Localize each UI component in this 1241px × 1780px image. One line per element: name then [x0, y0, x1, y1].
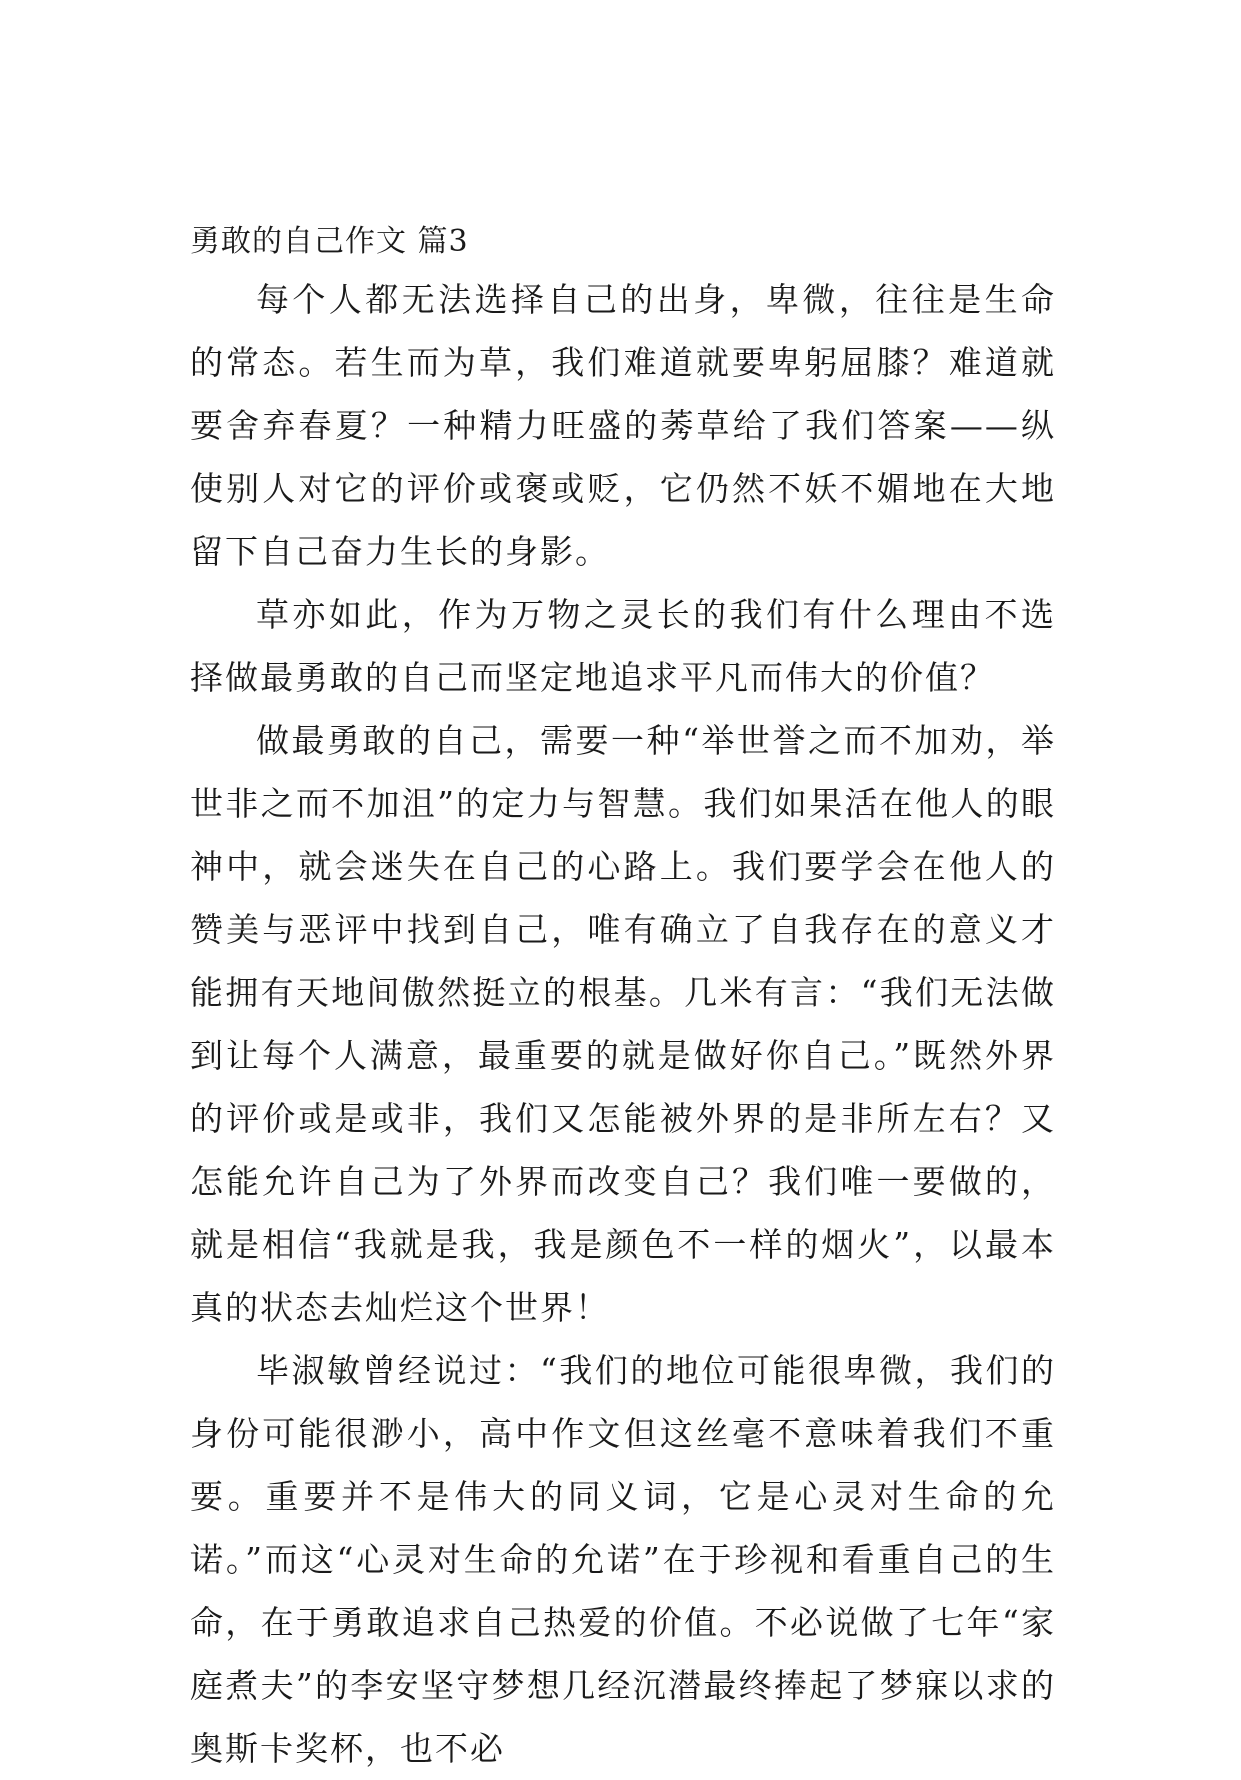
essay-title: 勇敢的自己作文 篇3: [190, 224, 469, 259]
paragraph-3: 做最勇敢的自己，需要一种“举世誉之而不加劝，举世非之而不加沮”的定力与智慧。我们如果活在他人的眼神中，就会迷失在自己的心路上。我们要学会在他人的赞美与恶评中找到自己，唯有确立了自我存在的意义才能拥有天地间傲然挺立的根基。几米有言：“我们无法做到让每个人满意，最重要的就是做好你自己。”既然外界的评价或是或非，我们又怎能被外界的是非所左右？又怎能允许自己为了外界而改变自己？我们唯一要做的，就是相信“我就是我，我是颜色不一样的烟火”，以最本真的状态去灿烂这个世界！: [190, 721, 1056, 1327]
paragraph-4: 毕淑敏曾经说过：“我们的地位可能很卑微，我们的身份可能很渺小，高中作文但这丝毫不意味着我们不重要。重要并不是伟大的同义词，它是心灵对生命的允诺。”而这“心灵对生命的允诺”在于珍视和看重自己的生命，在于勇敢追求自己热爱的价值。不必说做了七年“家庭煮夫”的李安坚守梦想几经沉潜最终捧起了梦寐以求的奥斯卡奖杯，也不必: [190, 1351, 1056, 1768]
document-body: [190, 222, 1056, 1780]
paragraph-2: 草亦如此，作为万物之灵长的我们有什么理由不选择做最勇敢的自己而坚定地追求平凡而伟大的价值？: [190, 595, 1056, 697]
paragraph-1: 每个人都无法选择自己的出身，卑微，往往是生命的常态。若生而为草，我们难道就要卑躬屈膝？难道就要舍弃春夏？一种精力旺盛的莠草给了我们答案——纵使别人对它的评价或褒或贬，它仍然不妖不媚地在大地留下自己奋力生长的身影。: [190, 280, 1056, 571]
